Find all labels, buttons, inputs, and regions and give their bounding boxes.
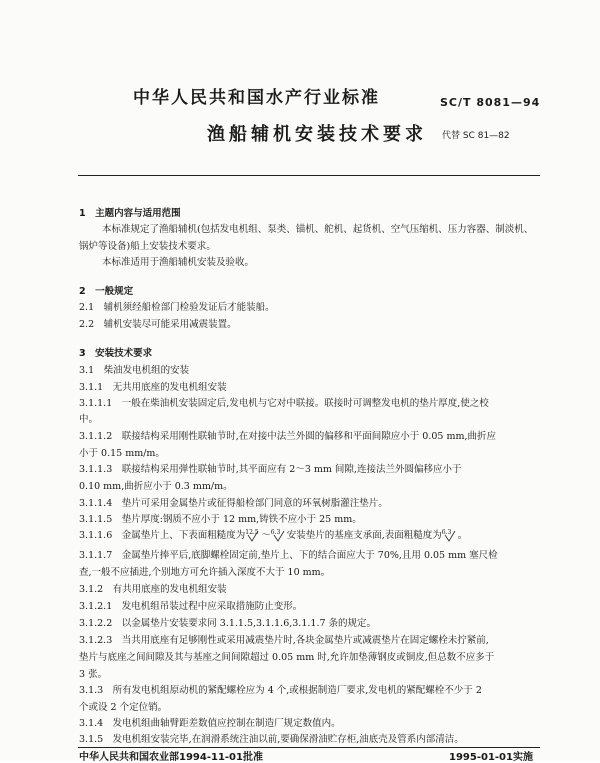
roughness-symbol xyxy=(245,529,261,542)
roughness-check-icon xyxy=(271,529,287,542)
standard-title: 中华人民共和国水产行业标准 xyxy=(133,88,380,108)
roughness-value: 6.3 xyxy=(270,529,281,536)
roughness-value: 6.3 xyxy=(441,529,452,536)
roughness-check-icon xyxy=(442,529,458,542)
roughness-symbol xyxy=(442,529,458,542)
clause-3-1-1-6 xyxy=(79,529,467,542)
clause-3-1-1-3-cont: 0.10 mm,曲折应小于 0.3 mm/m。 xyxy=(79,481,233,492)
paragraph-line: 锅炉等设备)船上安装技术要求。 xyxy=(79,241,216,252)
clause-3-1-1-1-cont: 中。 xyxy=(79,414,99,425)
clause-3-1-2-3-cont: 3 张。 xyxy=(79,669,108,680)
clause-3-1-1-5: 3.1.1.5 垫片厚度:钢质不应小于 12 mm,铸铁不应小于 25 mm。 xyxy=(79,514,362,525)
approval-line: 中华人民共和国农业部1994-11-01批准 xyxy=(79,752,263,763)
clause-3-1: 3.1 柴油发电机组的安装 xyxy=(79,365,190,376)
clause-3-1-2-3: 3.1.2.3 当共用底座有足够刚性或采用减震垫片时,各块金属垫片或减震垫片在固定螺栓未拧紧前, xyxy=(79,635,489,646)
standard-code: SC/T 8081—94 xyxy=(440,96,541,109)
section-1-heading: 1 主题内容与适用范围 xyxy=(79,208,181,219)
clause-3-1-1-2-cont: 小于 0.15 mm/m。 xyxy=(79,448,165,459)
clause-3-1-1-4: 3.1.1.4 垫片可采用金属垫片或征得船检部门同意的环氧树脂灌注垫片。 xyxy=(79,498,388,509)
paragraph-line: 本标准适用于渔船辅机安装及验收。 xyxy=(102,257,255,268)
header-divider xyxy=(78,175,540,176)
clause-3-1-2-1: 3.1.2.1 发电机组吊装过程中应采取措施防止变形。 xyxy=(79,601,303,612)
document-title: 渔船辅机安装技术要求 xyxy=(207,124,427,145)
section-2-heading: 2 一般规定 xyxy=(79,286,134,297)
range-dash: ～ xyxy=(261,530,271,541)
clause-3-1-2: 3.1.2 有共用底座的发电机组安装 xyxy=(79,584,227,595)
clause-3-1-1-7: 3.1.1.7 金属垫片捧平后,底脚螺栓固定前,垫片上、下的结合面应大于 70%,且用 0.05 mm 塞尺检 xyxy=(79,550,498,561)
clause-3-1-1: 3.1.1 无共用底座的发电机组安装 xyxy=(79,382,227,393)
clause-3-1-2-3-cont: 垫片与底座之间间隙及其与基座之间间隙超过 0.05 mm 时,允许加垫薄钢皮或铜皮,但总数不应多于 xyxy=(79,652,495,663)
section-3-heading: 3 安装技术要求 xyxy=(79,348,153,359)
clause-3-1-5: 3.1.5 发电机组安装完毕,在润滑系统注油以前,要确保滑油贮存柜,油底壳及管系内部清洁。 xyxy=(79,734,464,745)
replaces-note: 代替 SC 81—82 xyxy=(442,131,510,141)
roughness-value: 12.5 xyxy=(245,529,259,536)
roughness-symbol xyxy=(271,529,287,542)
clause-3-1-1-1: 3.1.1.1 一般在柴油机安装固定后,发电机与它对中联接。联接时可调整发电机的垫片厚度,使之校 xyxy=(79,398,489,409)
effective-date: 1995-01-01实施 xyxy=(449,752,533,763)
clause-3-1-1-2: 3.1.1.2 联接结构采用刚性联轴节时,在对接中法兰外圆的偏移和平面间隙应小于 0.05 mm,曲折应 xyxy=(79,431,496,442)
clause-3-1-1-3: 3.1.1.3 联接结构采用弹性联轴节时,其平面应有 2～3 mm 间隙,连接法兰外圆偏移应小于 xyxy=(79,464,462,475)
paragraph-line: 本标准规定了渔船辅机(包括发电机组、泵类、锚机、舵机、起货机、空气压缩机、压力容器、制淡机、 xyxy=(102,224,534,235)
clause-3-1-1-7-cont: 查,一般不应插进,个别地方可允许插入深度不大于 10 mm。 xyxy=(79,567,331,578)
clause-3-1-2-2: 3.1.2.2 以金属垫片安装要求同 3.1.1.5,3.1.1.6,3.1.1.7 条的规定。 xyxy=(79,618,377,629)
clause-3-1-4: 3.1.4 发电机组曲轴臂距差数值应控制在制造厂规定数值内。 xyxy=(79,718,341,729)
clause-text: 安装垫片的基座支承面,表面粗糙度为 xyxy=(286,530,442,541)
clause-text: 3.1.1.6 金属垫片上、下表面粗糙度为 xyxy=(79,530,246,541)
clause-3-1-3-cont: 个或设 2 个定位销。 xyxy=(79,702,168,713)
clause-2-2: 2.2 辅机安装尽可能采用减震装置。 xyxy=(79,319,237,330)
clause-3-1-3: 3.1.3 所有发电机组原动机的紧配螺栓应为 4 个,或根据制造厂要求,发电机的紧配螺栓不少于 2 xyxy=(79,685,482,696)
roughness-check-icon xyxy=(245,529,261,542)
clause-2-1: 2.1 辅机须经船检部门检验发证后才能装船。 xyxy=(79,302,275,313)
clause-end: 。 xyxy=(457,530,468,541)
